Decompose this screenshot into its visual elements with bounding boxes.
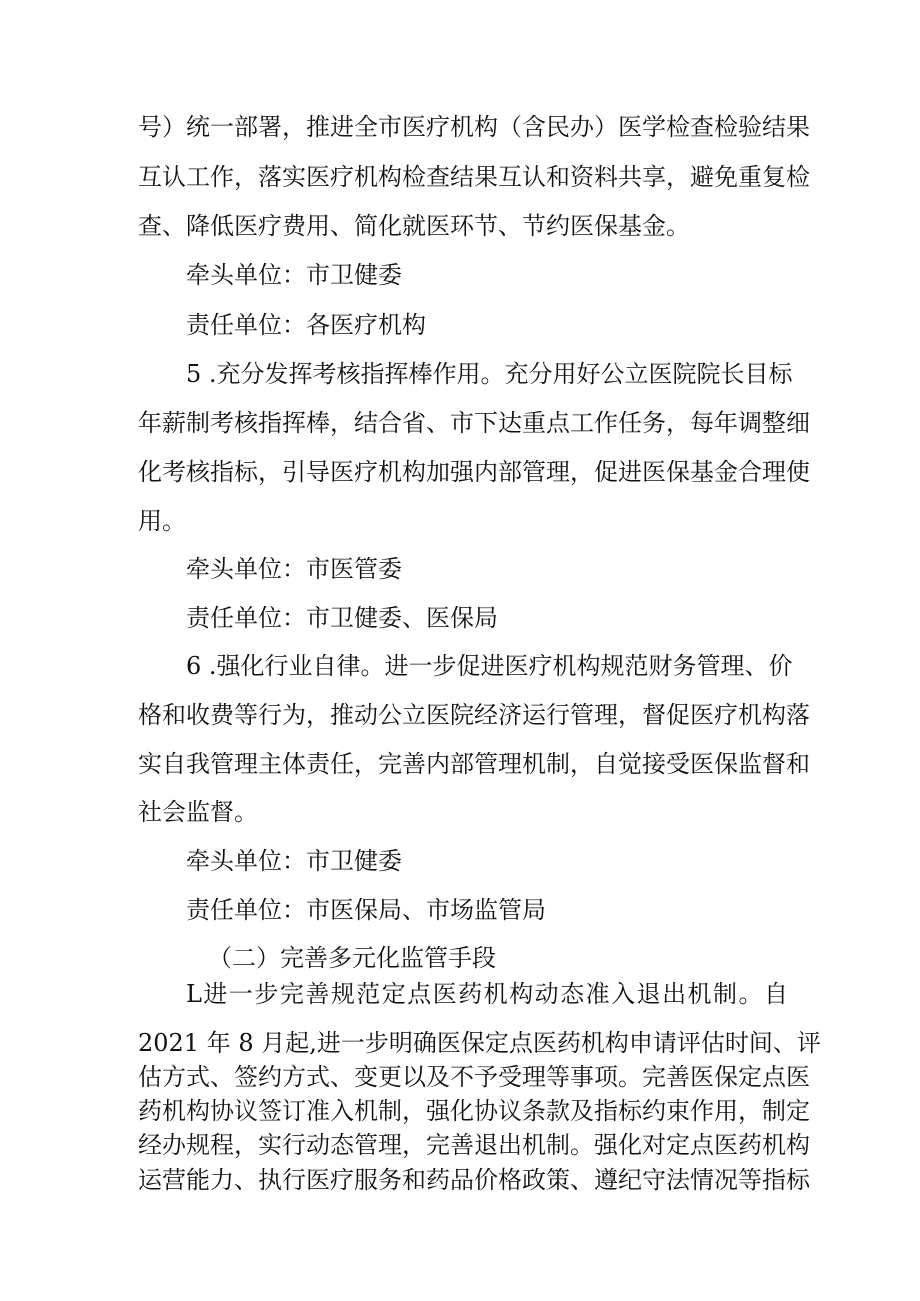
item-1-line-6: 运营能力、执行医疗服务和药品价格政策、遵纪守法情况等指标 (138, 1166, 810, 1194)
item-6-line-2: 格和收费等行为，推动公立医院经济运行管理，督促医疗机构落 (138, 701, 810, 729)
resp-unit-3: 责任单位：市医保局、市场监管局 (186, 896, 546, 924)
intro-line-3: 查、降低医疗费用、简化就医环节、节约医保基金。 (138, 212, 690, 240)
item-1-line-2: 2021 年 8 月起,进一步明确医保定点医药机构申请评估时间、评 (138, 1029, 821, 1057)
item-5-line-1: 5 .充分发挥考核指挥棒作用。充分用好公立医院院长目标 (186, 360, 793, 388)
item-5-line-2: 年薪制考核指挥棒，结合省、市下达重点工作任务，每年调整细 (138, 409, 810, 437)
lead-unit-3: 牵头单位：市卫健委 (186, 847, 402, 875)
item-1-line-3: 估方式、签约方式、变更以及不予受理等事项。完善医保定点医 (138, 1063, 810, 1091)
resp-unit-2: 责任单位：市卫健委、医保局 (186, 604, 498, 632)
lead-unit-1: 牵头单位：市卫健委 (186, 261, 402, 289)
item-5-line-4: 用。 (138, 507, 186, 535)
intro-line-1: 号）统一部署，推进全市医疗机构（含民办）医学检查检验结果 (138, 113, 810, 141)
intro-line-2: 互认工作，落实医疗机构检查结果互认和资料共享，避免重复检 (138, 163, 810, 191)
item-1-line-4: 药机构协议签订准入机制，强化协议条款及指标约束作用，制定 (138, 1097, 810, 1125)
item-6-line-1: 6 .强化行业自律。进一步促进医疗机构规范财务管理、价 (186, 652, 793, 680)
item-1-line-5: 经办规程，实行动态管理，完善退出机制。强化对定点医药机构 (138, 1131, 810, 1159)
lead-unit-2: 牵头单位：市医管委 (186, 555, 402, 583)
item-6-line-3: 实自我管理主体责任，完善内部管理机制，自觉接受医保监督和 (138, 750, 810, 778)
item-1-first-line: L进一步完善规范定点医药机构动态准入退出机制。自 (186, 980, 788, 1008)
section-heading: （二）完善多元化监管手段 (208, 944, 496, 972)
item-6-line-4: 社会监督。 (138, 798, 258, 826)
resp-unit-1: 责任单位：各医疗机构 (186, 311, 426, 339)
item-5-line-3: 化考核指标，引导医疗机构加强内部管理，促进医保基金合理使 (138, 458, 810, 486)
